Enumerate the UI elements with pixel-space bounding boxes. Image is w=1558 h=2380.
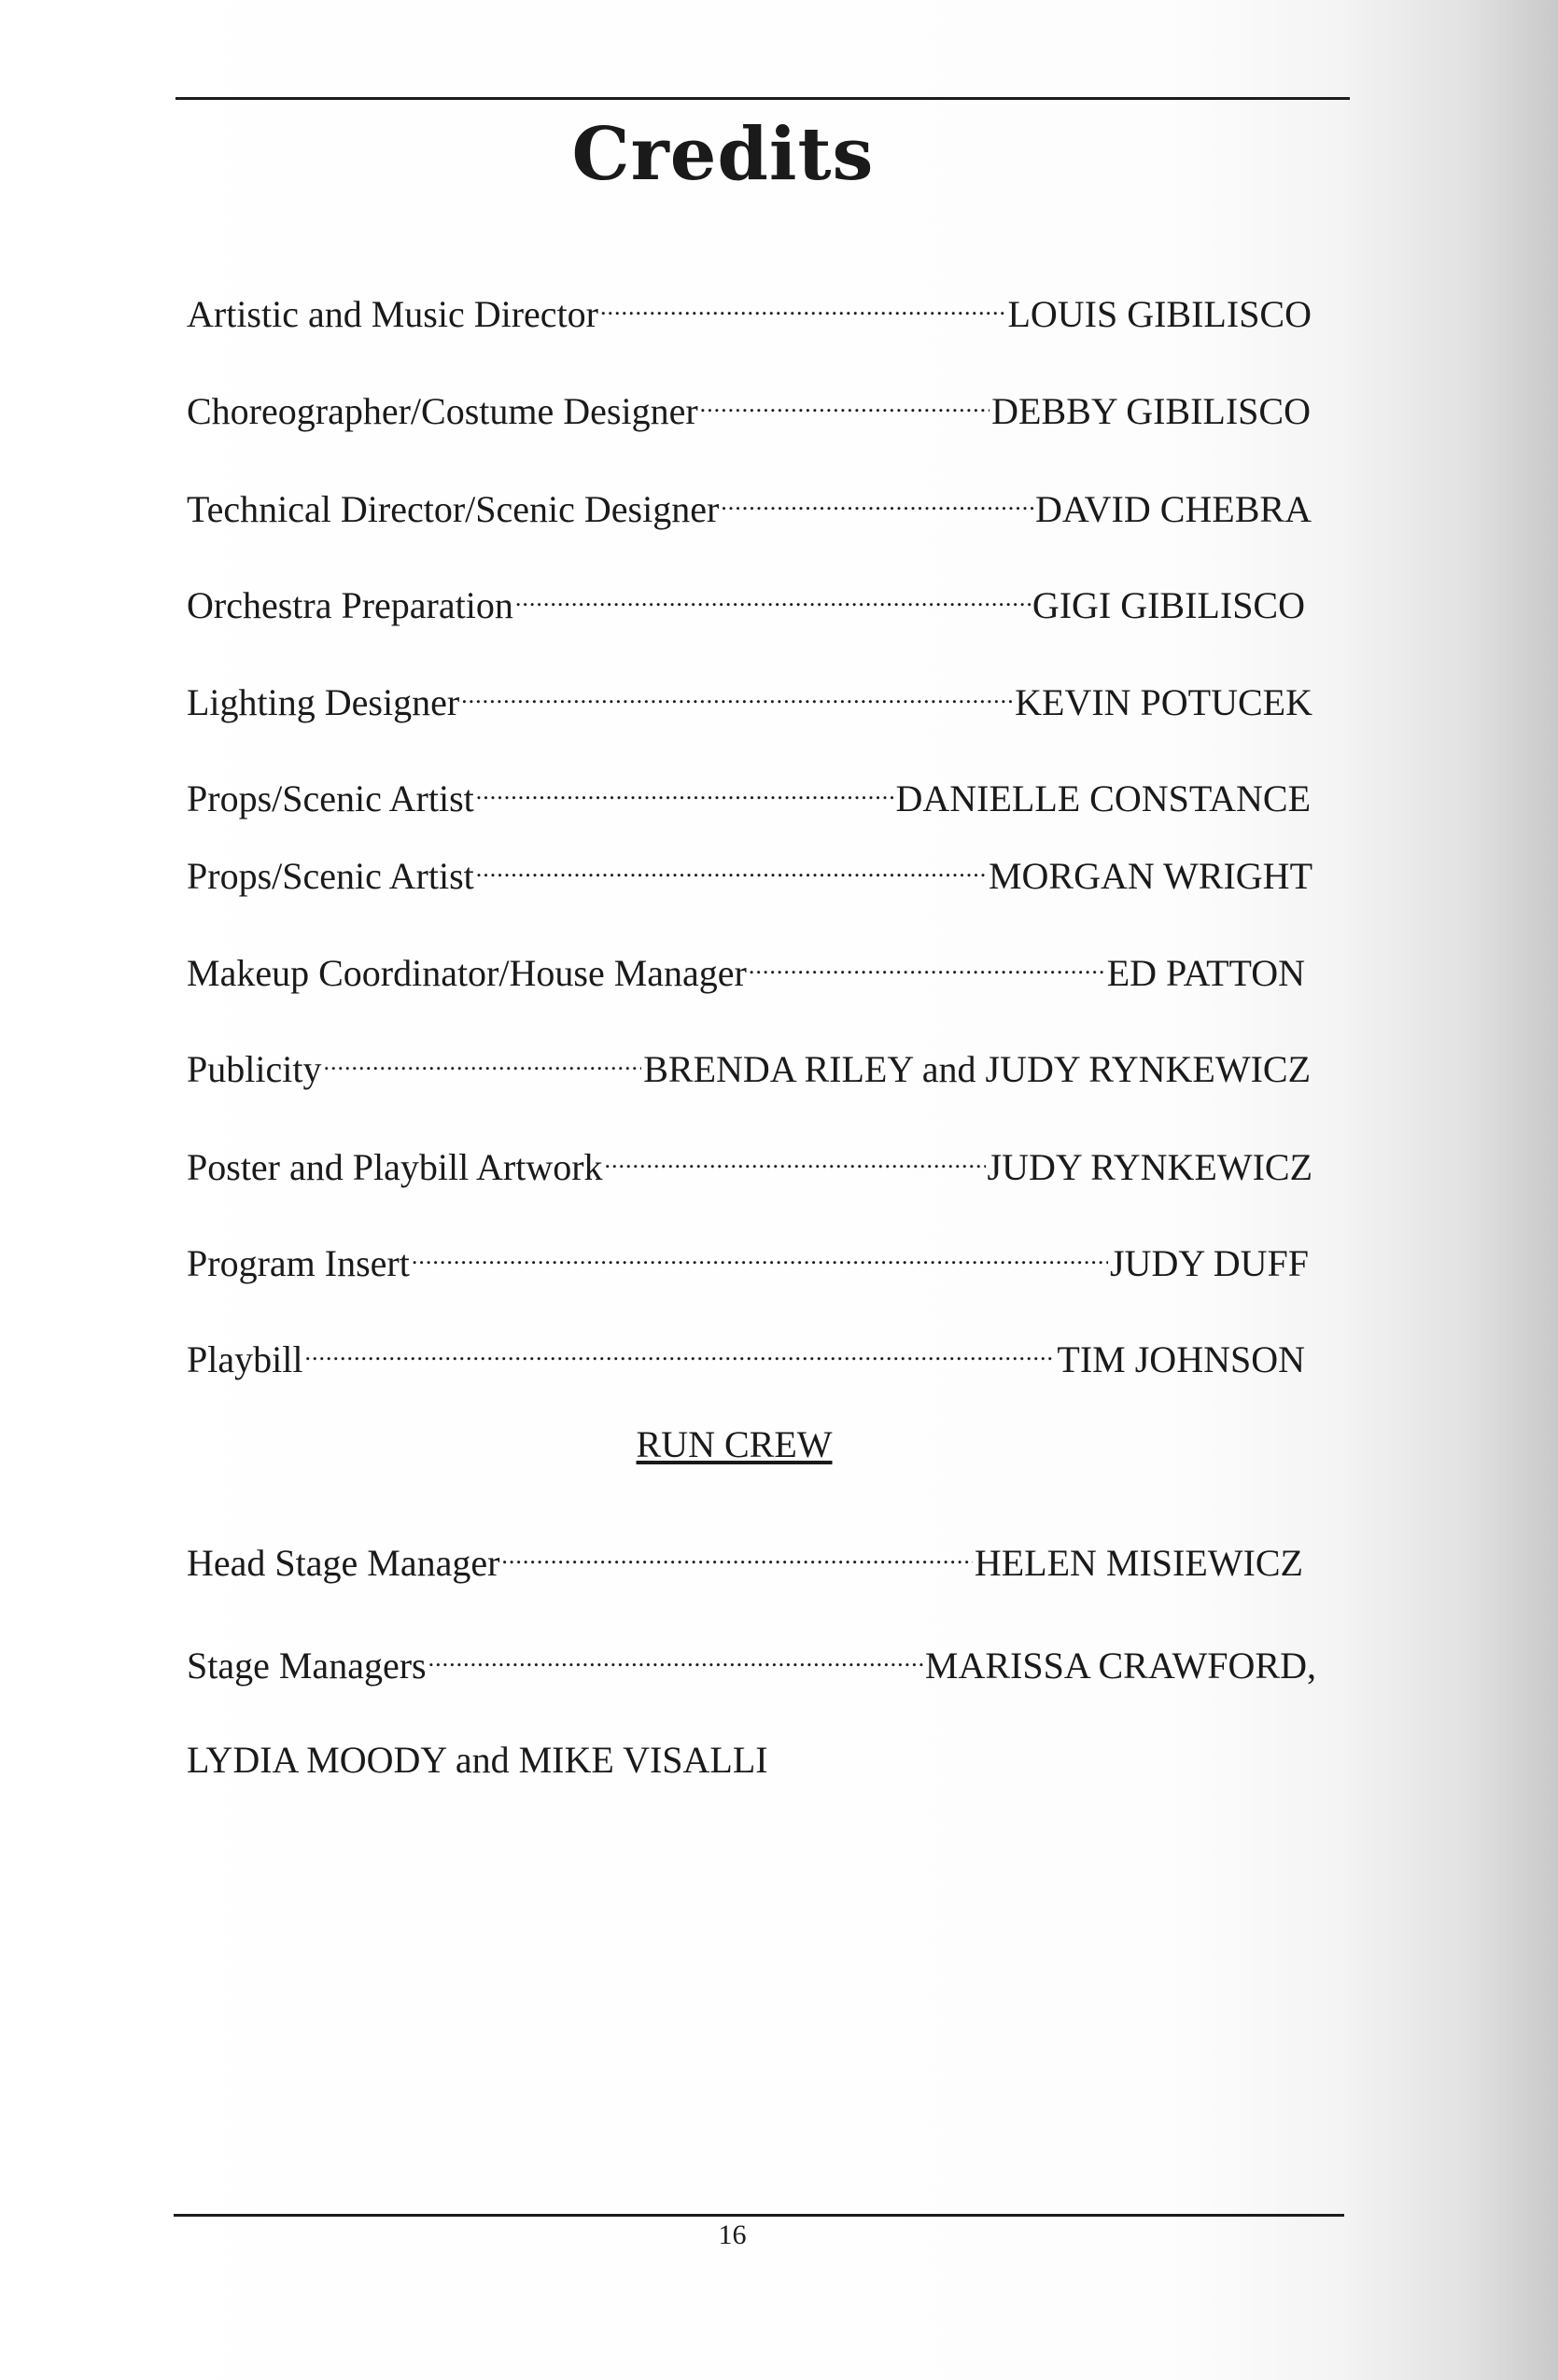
credit-name: BRENDA RILEY and JUDY RYNKEWICZ <box>643 1048 1311 1090</box>
credit-row <box>187 844 1312 899</box>
credit-name: DANIELLE CONSTANCE <box>895 777 1311 819</box>
credit-row <box>187 941 1305 996</box>
dot-leader <box>476 766 894 811</box>
dot-leader <box>461 670 1013 715</box>
credit-row <box>187 573 1305 628</box>
credit-row <box>187 379 1311 434</box>
crew-row <box>187 1531 1303 1586</box>
credit-name: KEVIN POTUCEK <box>1015 681 1312 723</box>
crew-name: HELEN MISIEWICZ <box>974 1542 1303 1584</box>
crew-role: Head Stage Manager <box>187 1542 500 1584</box>
credit-role: Technical Director/Scenic Designer <box>187 488 720 530</box>
dot-leader <box>515 573 1031 618</box>
credit-name: DAVID CHEBRA <box>1035 488 1312 530</box>
run-crew-heading: RUN CREW <box>636 1423 833 1465</box>
crew-continuation: LYDIA MOODY and MIKE VISALLI <box>187 1739 768 1781</box>
credit-name: TIM JOHNSON <box>1057 1338 1305 1380</box>
credit-row <box>187 1037 1311 1092</box>
credit-name: GIGI GIBILISCO <box>1032 584 1305 626</box>
page-number: 16 <box>718 2219 747 2250</box>
dot-leader <box>700 379 990 424</box>
credit-name: JUDY DUFF <box>1109 1242 1309 1284</box>
credit-role: Makeup Coordinator/House Manager <box>187 952 747 994</box>
credit-name: ED PATTON <box>1106 952 1305 994</box>
dot-leader <box>600 282 1005 327</box>
credit-row <box>187 670 1312 725</box>
credit-role: Program Insert <box>187 1242 410 1284</box>
credit-role: Choreographer/Costume Designer <box>187 390 698 432</box>
credit-row <box>187 766 1311 821</box>
credit-name: DEBBY GIBILISCO <box>991 390 1311 432</box>
credit-role: Props/Scenic Artist <box>187 777 474 819</box>
crew-role: Stage Managers <box>187 1645 427 1687</box>
credit-row <box>187 1231 1309 1286</box>
credit-role: Props/Scenic Artist <box>187 855 474 897</box>
credit-row <box>187 477 1312 532</box>
credit-row <box>187 1327 1305 1382</box>
dot-leader <box>721 477 1033 522</box>
credit-row <box>187 282 1312 337</box>
dot-leader <box>501 1531 972 1575</box>
credit-role: Poster and Playbill Artwork <box>187 1146 603 1188</box>
credit-role: Publicity <box>187 1048 322 1090</box>
dot-leader <box>749 941 1105 986</box>
dot-leader <box>304 1327 1055 1372</box>
crew-name: MARISSA CRAWFORD, <box>924 1645 1316 1687</box>
credit-row <box>187 1135 1312 1190</box>
dot-leader <box>605 1135 986 1180</box>
top-rule <box>175 97 1350 100</box>
dot-leader <box>476 844 987 889</box>
credit-name: MORGAN WRIGHT <box>988 855 1312 897</box>
dot-leader <box>428 1633 923 1678</box>
page-title: Credits <box>571 112 875 197</box>
credit-role: Lighting Designer <box>187 681 460 723</box>
credit-name: LOUIS GIBILISCO <box>1007 293 1312 335</box>
dot-leader <box>412 1231 1108 1276</box>
credit-name: JUDY RYNKEWICZ <box>987 1146 1312 1188</box>
credit-role: Artistic and Music Director <box>187 293 598 335</box>
crew-row <box>187 1633 1316 1688</box>
dot-leader <box>323 1037 641 1082</box>
credit-role: Orchestra Preparation <box>187 584 513 626</box>
credit-role: Playbill <box>187 1338 303 1380</box>
